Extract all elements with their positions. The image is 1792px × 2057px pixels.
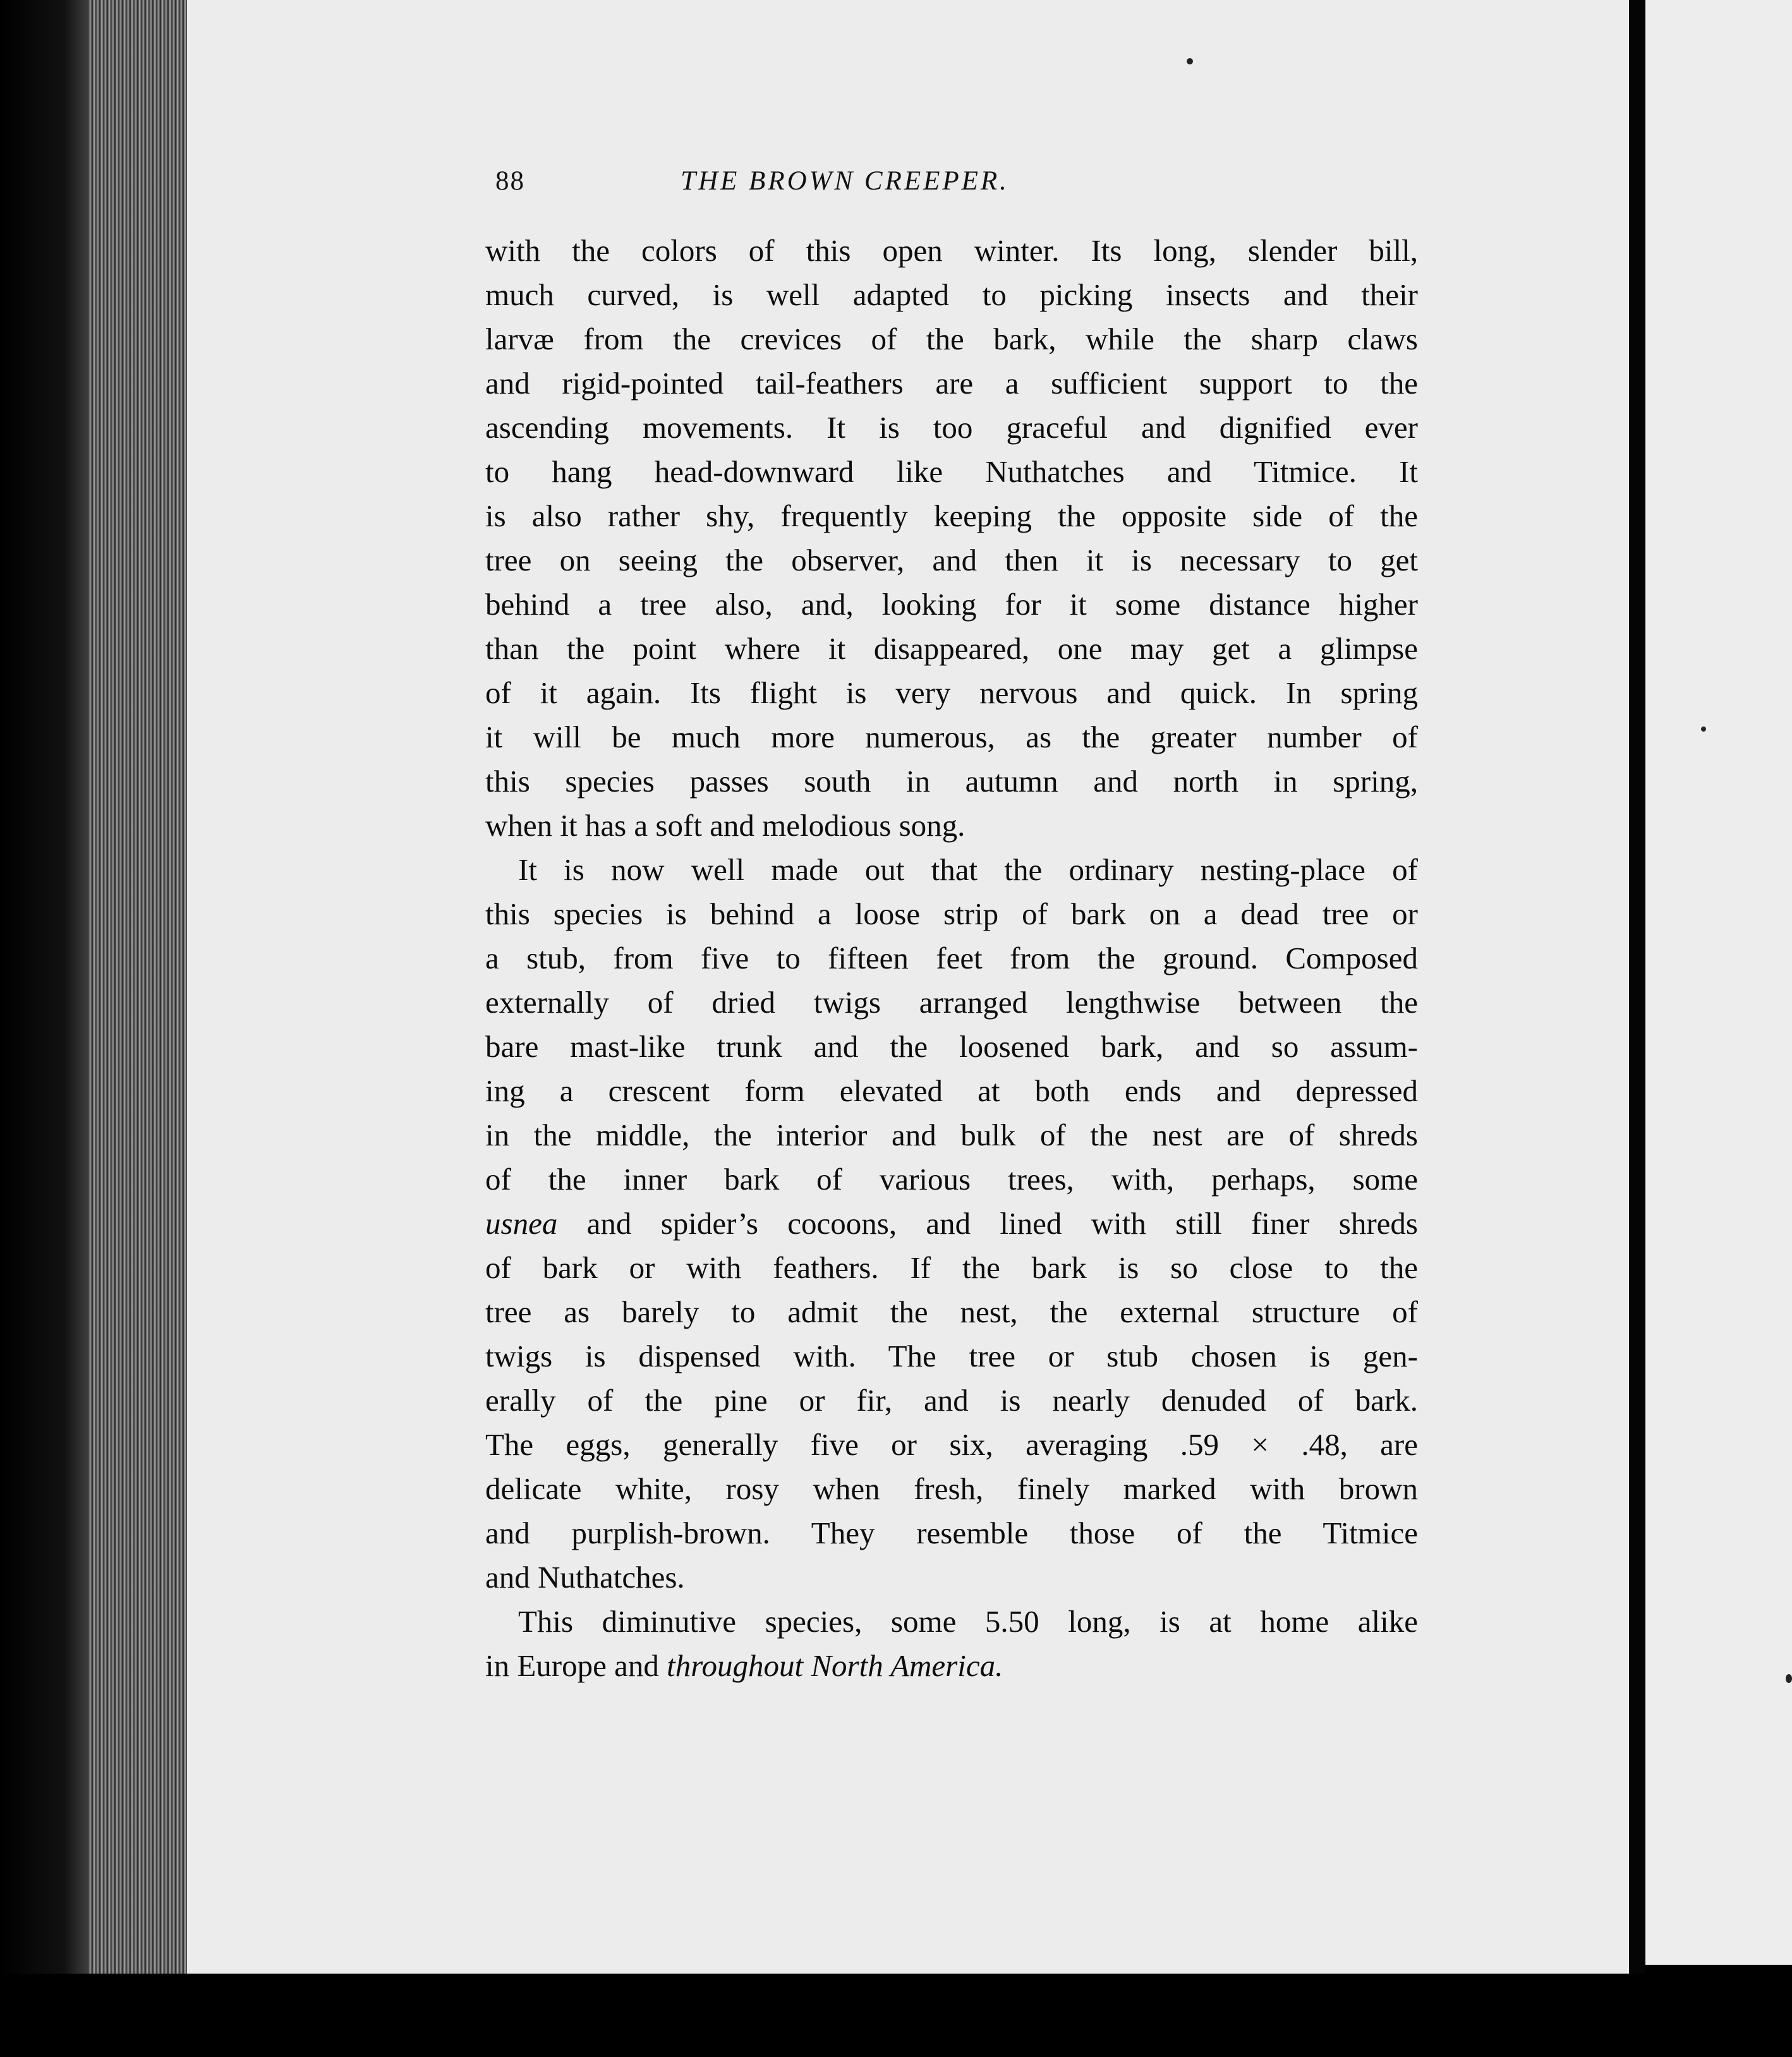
italic-phrase: usnea — [485, 1206, 558, 1241]
text-line: delicate white, rosy when fresh, finely marked with brown — [485, 1471, 1418, 1506]
italic-phrase: throughout North America. — [667, 1648, 1003, 1683]
text-line: in the middle, the interior and bulk of the nest are of shreds — [485, 1118, 1418, 1152]
text-line-italic: in Europe and throughout North America. — [485, 1648, 1003, 1683]
text-line: of it again. Its flight is very nervous and quick. In spring — [485, 675, 1418, 710]
text-line: tree as barely to admit the nest, the external structure of — [485, 1294, 1418, 1329]
text-line: larvæ from the crevices of the bark, while the sharp claws — [485, 322, 1418, 356]
text-line: behind a tree also, and, looking for it some distance higher — [485, 587, 1418, 622]
paragraph-1 — [485, 229, 1418, 848]
facing-page — [1645, 0, 1792, 1965]
text-line: bare mast-like trunk and the loosened bark, and so assum- — [485, 1029, 1418, 1064]
text-line: of bark or with feathers. If the bark is so close to the — [485, 1250, 1418, 1285]
text-line: ing a crescent form elevated at both ends and depressed — [485, 1073, 1418, 1108]
text-line: erally of the pine or fir, and is nearly denuded of bark. — [485, 1383, 1418, 1418]
text-line: tree on seeing the observer, and then it is necessary to get — [485, 543, 1418, 577]
text-line: and purplish-brown. They resemble those of the Titmice — [485, 1516, 1418, 1550]
text-line: ascending movements. It is too graceful and dignified ever — [485, 410, 1418, 445]
scan-speck — [1187, 58, 1193, 64]
text-line: this species is behind a loose strip of bark on a dead tree or — [485, 896, 1418, 931]
page-number: 88 — [495, 166, 525, 196]
text-line: when it has a soft and melodious song. — [485, 808, 966, 843]
text-line: This diminutive species, some 5.50 long, is at home alike — [518, 1604, 1418, 1639]
text-line: of the inner bark of various trees, with, perhaps, some — [485, 1162, 1418, 1197]
bottom-shadow — [0, 1974, 1792, 2057]
paragraph-2 — [485, 848, 1418, 1600]
text-line: It is now well made out that the ordinary nesting-place of — [518, 852, 1418, 887]
text-line: it will be much more numerous, as the greater number of — [485, 720, 1418, 754]
page-edges — [88, 0, 190, 1984]
text-line-italic: usnea and spider’s cocoons, and lined with still finer shreds — [485, 1206, 1418, 1241]
text-line: is also rather shy, frequently keeping the opposite side of the — [485, 498, 1418, 533]
text-line: to hang head-downward like Nuthatches and Titmice. It — [485, 454, 1418, 489]
text-line: twigs is dispensed with. The tree or stub chosen is gen- — [485, 1339, 1418, 1373]
text-line: The eggs, generally five or six, averaging .59 × .48, are — [485, 1427, 1418, 1462]
scan-speck — [1786, 1674, 1792, 1683]
text-line: than the point where it disappeared, one may get a glimpse — [485, 631, 1418, 666]
scan-speck — [1701, 727, 1706, 732]
page-title: THE BROWN CREEPER. — [681, 166, 1009, 196]
text-line: much curved, is well adapted to picking insects and their — [485, 277, 1418, 312]
left-gutter — [0, 0, 92, 2057]
body-text — [485, 229, 1418, 1688]
text-line: a stub, from five to fifteen feet from the ground. Composed — [485, 941, 1418, 975]
paragraph-3 — [485, 1600, 1418, 1688]
spine-shadow — [1629, 0, 1645, 2057]
text-line: with the colors of this open winter. Its long, slender bill, — [485, 233, 1418, 268]
text-line: and Nuthatches. — [485, 1560, 685, 1595]
running-head — [495, 166, 1169, 210]
text-line: this species passes south in autumn and north in spring, — [485, 764, 1418, 799]
text-line: and rigid-pointed tail-feathers are a sufficient support to the — [485, 366, 1418, 401]
text-line: externally of dried twigs arranged lengthwise between the — [485, 985, 1418, 1020]
